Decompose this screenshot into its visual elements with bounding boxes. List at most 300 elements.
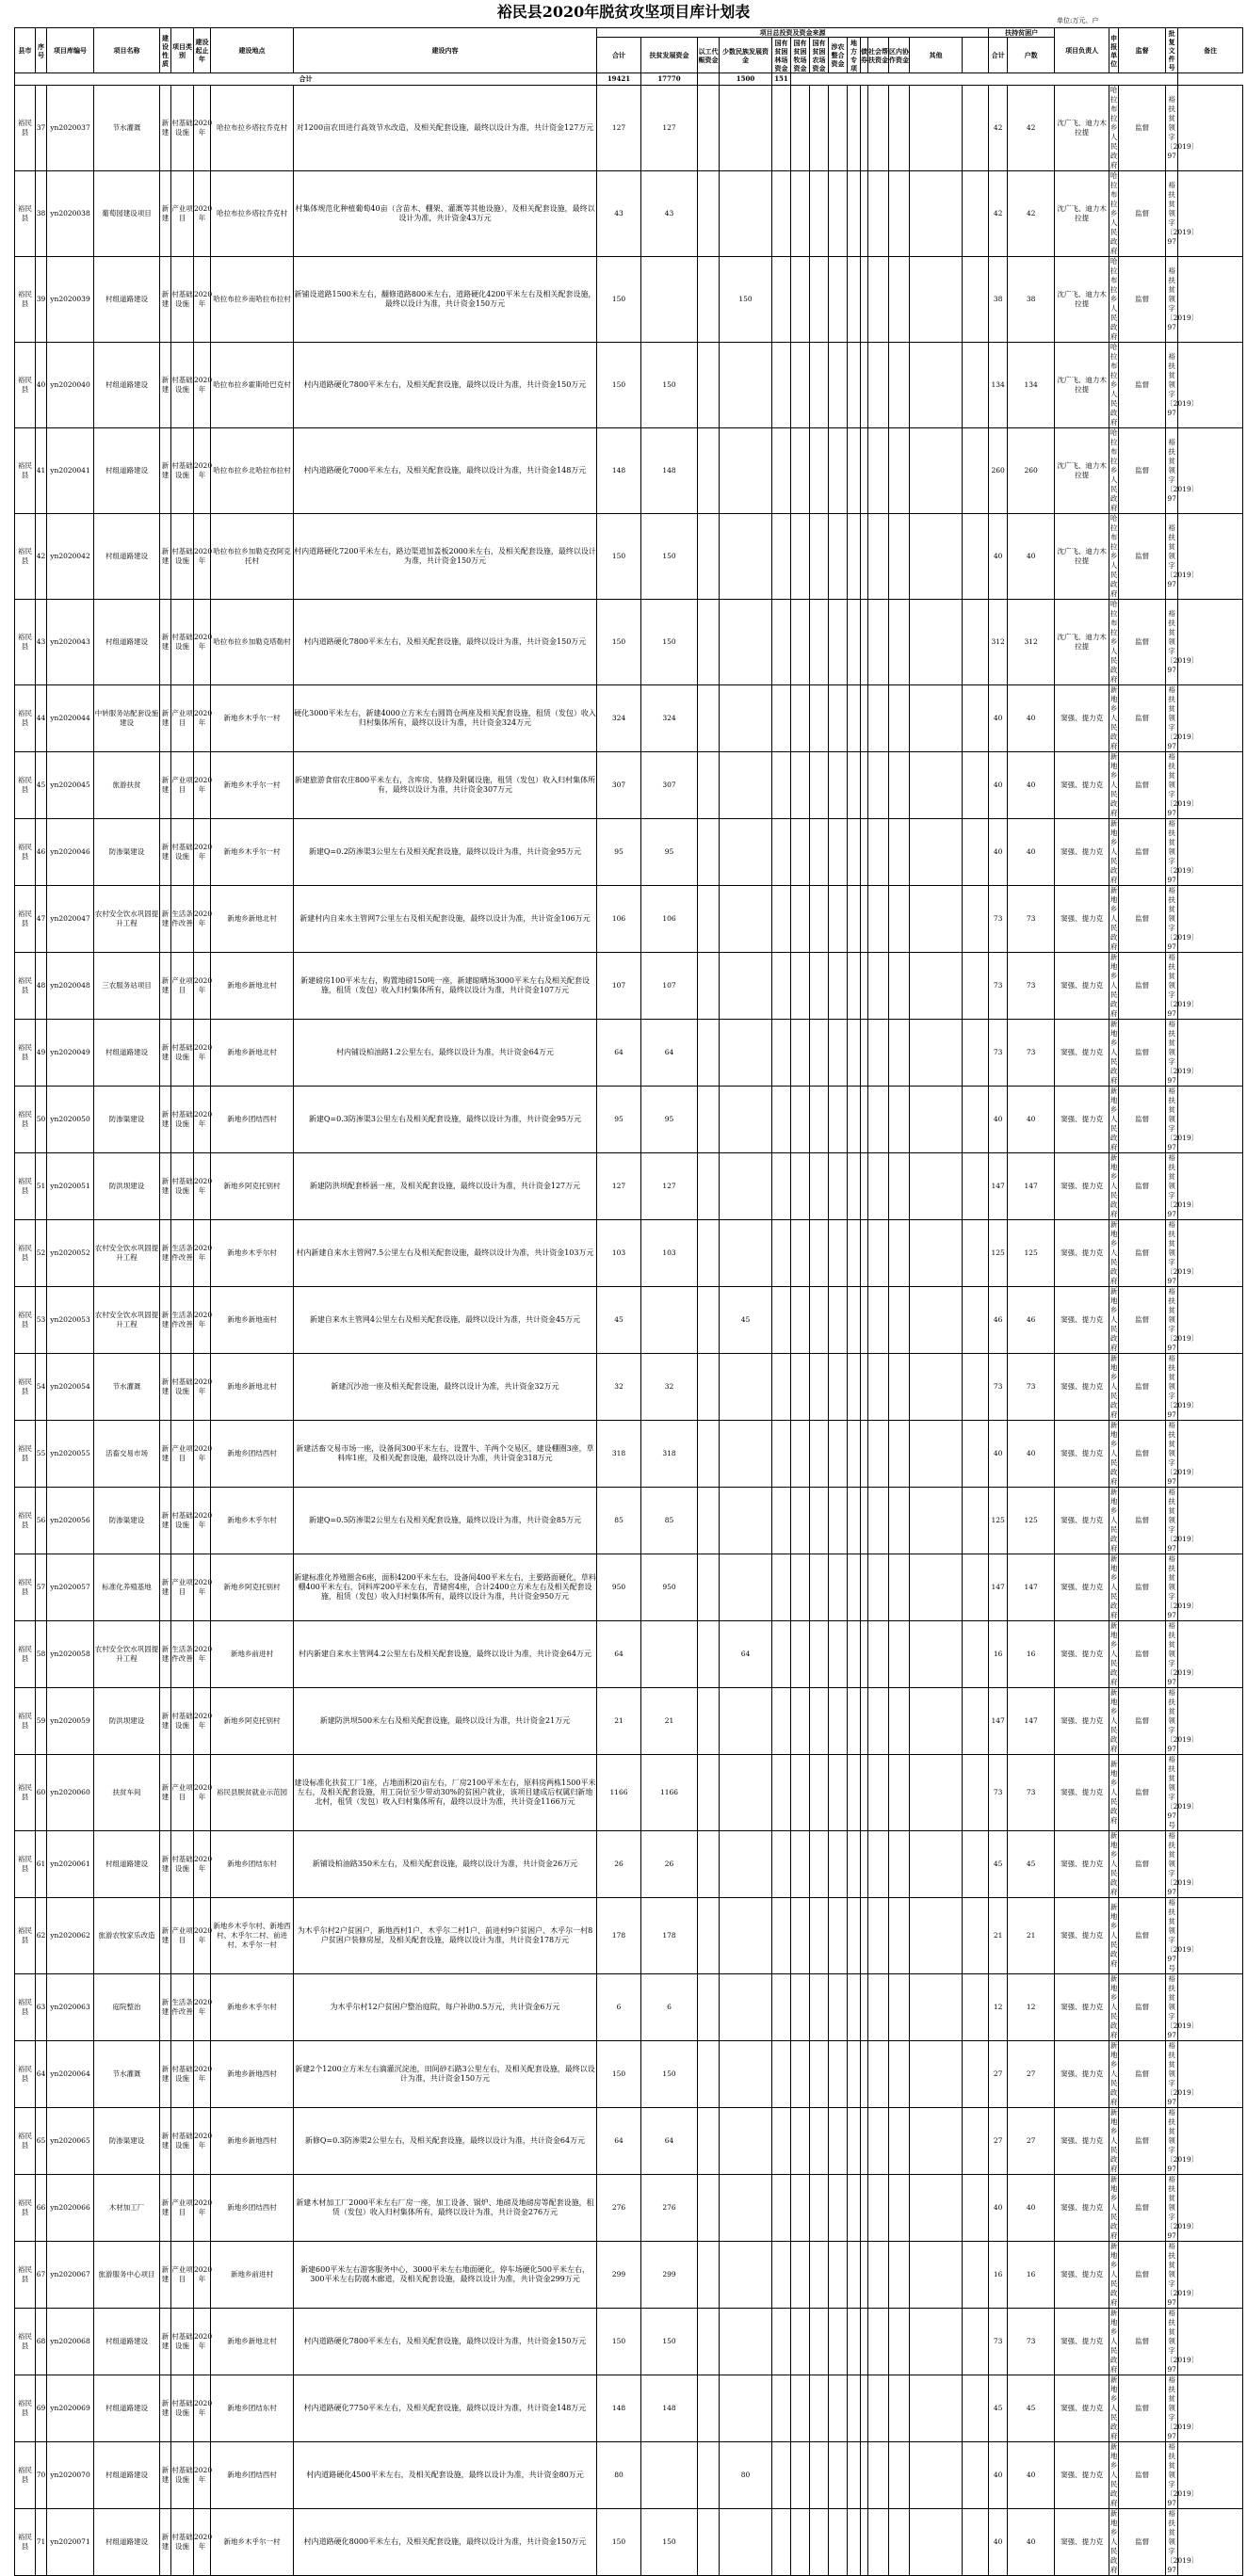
cell-agri <box>829 428 848 514</box>
cell-category: 村基础设施 <box>171 428 194 514</box>
cell-unit: 新地乡人民政府 <box>1109 685 1118 750</box>
cell-content: 村内道路硬化7000平米左右，及相关配套设施，最终以设计为准，共计资金148万元 <box>294 428 597 514</box>
cell-poverty-fund <box>641 257 698 343</box>
col-hh-count: 户数 <box>1008 38 1055 73</box>
cell-year: 2020年 <box>194 2175 211 2242</box>
cell-blank <box>963 1688 989 1755</box>
cell-forest <box>772 2175 791 2242</box>
cell-seq: 66 <box>36 2175 47 2242</box>
cell-supervise: 监督 <box>1119 428 1166 514</box>
cell-forest <box>772 1554 791 1621</box>
cell-bond <box>861 819 868 886</box>
cell-code: yn2020048 <box>47 953 94 1020</box>
cell-social <box>868 1898 889 1974</box>
cell-work-relief <box>698 2309 720 2375</box>
cell-agri <box>829 1220 848 1287</box>
cell-total: 26 <box>597 1831 641 1898</box>
cell-category: 村基础设施 <box>171 1831 194 1898</box>
cell-farm <box>791 1287 810 1354</box>
cell-unit: 新地乡人民政府 <box>1109 819 1118 884</box>
cell-approval: 裕扶贫领字〔2019〕97 <box>1166 819 1199 884</box>
cell-content: 新建2个1200立方米左右滴灌沉淀池，田间砂石路3公里左右，及相关配套设施，最终以设计为准，共计资金150万元 <box>294 2041 597 2108</box>
cell-leader: 窦强、提力克 <box>1055 1220 1109 1287</box>
cell-year: 2020年 <box>194 1421 211 1488</box>
cell-agri <box>829 685 848 752</box>
cell-category: 村基础设施 <box>171 2041 194 2108</box>
cell-bond <box>861 600 868 685</box>
cell-poverty-fund: 95 <box>641 1087 698 1153</box>
sum-poverty-fund: 17770 <box>641 73 698 86</box>
cell-hh-total: 40 <box>989 819 1008 886</box>
cell-minority: 45 <box>720 1287 772 1354</box>
cell-agri <box>829 886 848 953</box>
cell-supervise: 监督 <box>1119 1621 1166 1688</box>
cell-bond <box>861 1621 868 1688</box>
cell-work-relief <box>698 1621 720 1688</box>
cell-supervise: 监督 <box>1119 1974 1166 2041</box>
table-row <box>15 1087 1243 1153</box>
cell-blank <box>963 819 989 886</box>
cell-agri <box>829 1554 848 1621</box>
cell-other <box>910 2242 963 2309</box>
cell-county: 裕民县 <box>15 1220 36 1287</box>
cell-farm <box>791 819 810 886</box>
cell-nature: 新建 <box>160 1688 171 1755</box>
cell-category: 生活条件改善 <box>171 1287 194 1354</box>
cell-farm <box>791 1421 810 1488</box>
cell-place: 哈拉布拉乡塔拉乔克村 <box>211 171 294 257</box>
cell-nature: 新建 <box>160 1554 171 1621</box>
cell-work-relief <box>698 1287 720 1354</box>
cell-hh-total: 134 <box>989 343 1008 428</box>
cell-social <box>868 1755 889 1831</box>
cell-county: 裕民县 <box>15 685 36 752</box>
cell-content: 新建村内自来水主管网7公里左右及相关配套设施，最终以设计为准，共计资金106万元 <box>294 886 597 953</box>
cell-bond <box>861 2309 868 2375</box>
cell-nature: 新建 <box>160 600 171 685</box>
cell-agri <box>829 1488 848 1554</box>
cell-year: 2020年 <box>194 1087 211 1153</box>
cell-county: 裕民县 <box>15 819 36 886</box>
cell-seq: 39 <box>36 257 47 343</box>
cell-content: 村内道路硬化8000平米左右，及相关配套设施，最终以设计为准，共计资金150万元 <box>294 2509 597 2576</box>
cell-county: 裕民县 <box>15 2175 36 2242</box>
cell-local-bond <box>848 819 861 886</box>
sum-row <box>15 73 1243 86</box>
cell-minority <box>720 1755 772 1831</box>
cell-year: 2020年 <box>194 2242 211 2309</box>
cell-farm <box>791 1020 810 1087</box>
cell-code: yn2020058 <box>47 1621 94 1688</box>
cell-place: 新地乡阿克托别村 <box>211 1554 294 1621</box>
cell-coop <box>889 2442 910 2509</box>
cell-year: 2020年 <box>194 2509 211 2576</box>
col-social: 社会帮扶资金 <box>868 38 889 73</box>
cell-content: 村内道路硬化7800平米左右，及相关配套设施，最终以设计为准，共计资金150万元 <box>294 2309 597 2375</box>
cell-state-farm <box>810 514 829 600</box>
cell-forest <box>772 752 791 819</box>
project-table <box>14 27 1243 2576</box>
cell-local-bond <box>848 953 861 1020</box>
cell-name: 旅游服务中心项目 <box>94 2242 160 2309</box>
cell-farm <box>791 1554 810 1621</box>
cell-seq: 41 <box>36 428 47 514</box>
cell-coop <box>889 1831 910 1898</box>
cell-hh-count: 73 <box>1008 1020 1055 1087</box>
cell-unit: 哈拉布拉乡人民政府 <box>1109 514 1118 598</box>
cell-hh-total: 40 <box>989 1087 1008 1153</box>
cell-social <box>868 819 889 886</box>
cell-social <box>868 1831 889 1898</box>
cell-code: yn2020050 <box>47 1087 94 1153</box>
cell-category: 产业项目 <box>171 171 194 257</box>
cell-approval: 裕扶贫领字〔2019〕97 <box>1166 171 1178 257</box>
cell-code: yn2020060 <box>47 1755 94 1831</box>
cell-coop <box>889 1153 910 1220</box>
cell-nature: 新建 <box>160 1898 171 1974</box>
cell-name: 防洪坝建设 <box>94 1153 160 1220</box>
cell-name: 葡萄园建设项目 <box>94 171 160 257</box>
cell-agri <box>829 1354 848 1421</box>
cell-remark <box>1178 1087 1243 1153</box>
cell-category: 村基础设施 <box>171 2509 194 2576</box>
cell-other <box>910 1287 963 1354</box>
cell-state-farm <box>810 600 829 685</box>
cell-total: 150 <box>597 343 641 428</box>
cell-content: 新建防洪坝500米左右及相关配套设施，最终以设计为准，共计资金21万元 <box>294 1688 597 1755</box>
cell-forest <box>772 1898 791 1974</box>
cell-hh-count: 125 <box>1008 1488 1055 1554</box>
cell-forest <box>772 886 791 953</box>
cell-nature: 新建 <box>160 343 171 428</box>
cell-year: 2020年 <box>194 86 211 171</box>
cell-blank <box>963 86 989 171</box>
cell-blank <box>963 1898 989 1974</box>
cell-other <box>910 2509 963 2576</box>
cell-other <box>910 2442 963 2509</box>
cell-county: 裕民县 <box>15 1287 36 1354</box>
cell-name: 木材加工厂 <box>94 2175 160 2242</box>
cell-forest <box>772 1020 791 1087</box>
col-total: 合计 <box>597 38 641 73</box>
cell-code: yn2020068 <box>47 2309 94 2375</box>
table-row <box>15 1354 1243 1421</box>
cell-seq: 56 <box>36 1488 47 1554</box>
cell-unit: 新地乡人民政府 <box>1109 2242 1118 2307</box>
cell-forest <box>772 1354 791 1421</box>
cell-content: 村集体规范化种植葡萄40亩（含苗木、棚架、灌溉等其他设施），及相关配套设施，最终以设计为准，共计资金43万元 <box>294 171 597 257</box>
cell-work-relief <box>698 886 720 953</box>
cell-county: 裕民县 <box>15 1755 36 1831</box>
cell-minority <box>720 1153 772 1220</box>
cell-nature: 新建 <box>160 257 171 343</box>
cell-poverty-fund: 64 <box>641 2108 698 2175</box>
cell-unit: 新地乡人民政府 <box>1109 2442 1118 2507</box>
cell-seq: 53 <box>36 1287 47 1354</box>
cell-name: 节水灌溉 <box>94 2041 160 2108</box>
cell-local-bond <box>848 1220 861 1287</box>
cell-poverty-fund: 103 <box>641 1220 698 1287</box>
cell-category: 产业项目 <box>171 1554 194 1621</box>
cell-state-farm <box>810 2041 829 2108</box>
cell-remark <box>1178 1220 1243 1287</box>
cell-county: 裕民县 <box>15 953 36 1020</box>
cell-hh-total: 40 <box>989 2442 1008 2509</box>
cell-leader: 沈广飞、迪力木拉提 <box>1055 86 1109 171</box>
cell-hh-count: 73 <box>1008 886 1055 953</box>
cell-unit: 新地乡人民政府 <box>1109 1554 1118 1619</box>
cell-hh-count: 16 <box>1008 2242 1055 2309</box>
cell-blank <box>963 2442 989 2509</box>
cell-county: 裕民县 <box>15 514 36 600</box>
cell-state-farm <box>810 685 829 752</box>
cell-hh-total: 73 <box>989 1354 1008 1421</box>
cell-code: yn2020053 <box>47 1287 94 1354</box>
cell-bond <box>861 1898 868 1974</box>
table-row <box>15 2509 1243 2576</box>
cell-category: 村基础设施 <box>171 1153 194 1220</box>
cell-year: 2020年 <box>194 1287 211 1354</box>
cell-supervise: 监督 <box>1119 171 1166 257</box>
cell-content: 新建旅游食宿农庄800平米左右，含库房、装修及附属设施，租赁（发包）收入归村集体所有，最终以设计为准，共计资金307万元 <box>294 752 597 819</box>
cell-coop <box>889 1421 910 1488</box>
cell-coop <box>889 514 910 600</box>
cell-total: 32 <box>597 1354 641 1421</box>
cell-work-relief <box>698 1554 720 1621</box>
cell-work-relief <box>698 1755 720 1831</box>
table-row <box>15 685 1243 752</box>
cell-county: 裕民县 <box>15 171 36 257</box>
cell-name: 防渗渠建设 <box>94 1488 160 1554</box>
cell-blank <box>963 1755 989 1831</box>
cell-local-bond <box>848 1688 861 1755</box>
cell-remark <box>1178 257 1243 343</box>
cell-social <box>868 1220 889 1287</box>
cell-supervise: 监督 <box>1119 1898 1166 1974</box>
cell-hh-count: 21 <box>1008 1898 1055 1974</box>
cell-total: 1166 <box>597 1755 641 1831</box>
cell-minority <box>720 514 772 600</box>
cell-local-bond <box>848 2108 861 2175</box>
cell-farm <box>791 600 810 685</box>
cell-content: 对1200亩农田进行高效节水改造，及相关配套设施，最终以设计为准，共计资金127万元 <box>294 86 597 171</box>
cell-category: 产业项目 <box>171 1755 194 1831</box>
cell-code: yn2020065 <box>47 2108 94 2175</box>
cell-year: 2020年 <box>194 2442 211 2509</box>
cell-social <box>868 600 889 685</box>
cell-total: 95 <box>597 1087 641 1153</box>
cell-seq: 64 <box>36 2041 47 2108</box>
cell-other <box>910 2175 963 2242</box>
cell-remark <box>1178 953 1243 1020</box>
cell-supervise: 监督 <box>1119 2509 1166 2576</box>
cell-remark <box>1178 2041 1243 2108</box>
cell-remark <box>1178 1488 1243 1554</box>
cell-leader: 沈广飞、迪力木拉提 <box>1055 600 1109 685</box>
cell-farm <box>791 1831 810 1898</box>
cell-seq: 44 <box>36 685 47 752</box>
cell-hh-total: 40 <box>989 1421 1008 1488</box>
cell-minority <box>720 819 772 886</box>
col-county: 县市 <box>15 28 36 73</box>
cell-unit: 新地乡人民政府 <box>1109 1488 1118 1553</box>
cell-local-bond <box>848 343 861 428</box>
cell-total: 103 <box>597 1220 641 1287</box>
cell-nature: 新建 <box>160 2175 171 2242</box>
cell-leader: 窦强、提力克 <box>1055 1488 1109 1554</box>
cell-social <box>868 1488 889 1554</box>
cell-state-farm <box>810 2509 829 2576</box>
cell-remark <box>1178 1554 1243 1621</box>
cell-seq: 46 <box>36 819 47 886</box>
cell-forest <box>772 257 791 343</box>
cell-unit: 哈拉布拉乡人民政府 <box>1109 257 1118 341</box>
cell-hh-total: 73 <box>989 2309 1008 2375</box>
cell-leader: 窦强、提力克 <box>1055 1087 1109 1153</box>
cell-hh-count: 147 <box>1008 1688 1055 1755</box>
cell-content: 新建防洪坝配套桥涵一座，及相关配套设施，最终以设计为准，共计资金127万元 <box>294 1153 597 1220</box>
cell-name: 活畜交易市场 <box>94 1421 160 1488</box>
cell-hh-total: 27 <box>989 2108 1008 2175</box>
cell-hh-count: 40 <box>1008 2175 1055 2242</box>
cell-blank <box>963 2309 989 2375</box>
cell-social <box>868 1287 889 1354</box>
cell-name: 防渗渠建设 <box>94 2108 160 2175</box>
cell-blank <box>963 1831 989 1898</box>
cell-place: 新地乡木乎尔村、新地西村、木乎尔二村、前进村、木乎尔一村 <box>211 1898 294 1974</box>
cell-leader: 窦强、提力克 <box>1055 1354 1109 1421</box>
col-bond: 债券 <box>861 38 868 73</box>
cell-county: 裕民县 <box>15 1020 36 1087</box>
cell-work-relief <box>698 514 720 600</box>
cell-content: 新建磅房100平米左右，购置地磅150吨一座，新建晾晒场3000平米左右及相关配套设施，租赁（发包）收入归村集体所有，最终以设计为准，共计资金107万元 <box>294 953 597 1020</box>
cell-hh-total: 125 <box>989 1488 1008 1554</box>
cell-hh-count: 27 <box>1008 2108 1055 2175</box>
cell-approval: 裕扶贫领字〔2019〕97 <box>1166 1220 1199 1285</box>
cell-approval: 裕扶贫领字〔2019〕97 <box>1166 1087 1199 1151</box>
cell-hh-total: 27 <box>989 2041 1008 2108</box>
col-hh-total: 合计 <box>989 38 1008 73</box>
cell-state-farm <box>810 1220 829 1287</box>
cell-seq: 62 <box>36 1898 47 1974</box>
sum-minority: 1500 <box>720 73 772 86</box>
cell-total: 150 <box>597 257 641 343</box>
col-supervise: 监督 <box>1119 28 1166 73</box>
cell-name: 扶贫车间 <box>94 1755 160 1831</box>
cell-hh-count: 42 <box>1008 171 1055 257</box>
cell-approval: 裕扶贫领字〔2019〕97 <box>1166 428 1178 514</box>
cell-unit: 新地乡人民政府 <box>1109 1831 1118 1896</box>
cell-remark <box>1178 343 1243 428</box>
cell-bond <box>861 1688 868 1755</box>
cell-poverty-fund: 85 <box>641 1488 698 1554</box>
cell-poverty-fund <box>641 1287 698 1354</box>
cell-hh-count: 27 <box>1008 2041 1055 2108</box>
cell-code: yn2020056 <box>47 1488 94 1554</box>
cell-name: 旅游农牧家乐改造 <box>94 1898 160 1974</box>
cell-forest <box>772 2041 791 2108</box>
table-row <box>15 1287 1243 1354</box>
cell-minority <box>720 2175 772 2242</box>
cell-work-relief <box>698 86 720 171</box>
cell-place: 哈拉布拉乡加勒克塔勒村 <box>211 600 294 685</box>
cell-approval: 裕扶贫领字〔2019〕97号 <box>1166 1755 1199 1829</box>
cell-hh-count: 147 <box>1008 1554 1055 1621</box>
cell-year: 2020年 <box>194 752 211 819</box>
cell-unit: 新地乡人民政府 <box>1109 1755 1119 1831</box>
cell-place: 新地乡新地北村 <box>211 953 294 1020</box>
cell-local-bond <box>848 1898 861 1974</box>
cell-leader: 窦强、提力克 <box>1055 2108 1109 2175</box>
cell-place: 新地乡木乎尔一村 <box>211 2509 294 2576</box>
cell-local-bond <box>848 428 861 514</box>
cell-total: 178 <box>597 1898 641 1974</box>
cell-hh-total: 12 <box>989 1974 1008 2041</box>
cell-remark <box>1178 1354 1243 1421</box>
cell-farm <box>791 1974 810 2041</box>
cell-hh-total: 16 <box>989 2242 1008 2309</box>
table-row <box>15 1421 1243 1488</box>
cell-total: 21 <box>597 1688 641 1755</box>
cell-approval: 裕扶贫领字〔2019〕97 <box>1166 1621 1199 1686</box>
cell-total: 150 <box>597 600 641 685</box>
cell-local-bond <box>848 1421 861 1488</box>
cell-total: 150 <box>597 2309 641 2375</box>
col-local-bond: 地方专项 <box>848 38 861 73</box>
cell-social <box>868 1974 889 2041</box>
cell-leader: 窦强、提力克 <box>1055 819 1109 886</box>
cell-category: 村基础设施 <box>171 1688 194 1755</box>
cell-other <box>910 1974 963 2041</box>
cell-social <box>868 886 889 953</box>
cell-category: 村基础设施 <box>171 1020 194 1087</box>
cell-forest <box>772 600 791 685</box>
cell-supervise: 监督 <box>1119 2309 1166 2375</box>
cell-county: 裕民县 <box>15 1421 36 1488</box>
cell-year: 2020年 <box>194 1220 211 1287</box>
cell-category: 村基础设施 <box>171 514 194 600</box>
cell-leader: 窦强、提力克 <box>1055 2509 1109 2576</box>
cell-nature: 新建 <box>160 1354 171 1421</box>
cell-unit: 新地乡人民政府 <box>1109 1220 1118 1285</box>
cell-name: 村组道路建设 <box>94 514 160 600</box>
cell-poverty-fund: 318 <box>641 1421 698 1488</box>
cell-approval: 裕扶贫领字〔2019〕97 <box>1166 2041 1199 2106</box>
cell-place: 裕民县脱贫就业示范园 <box>211 1755 294 1831</box>
cell-remark <box>1178 2175 1243 2242</box>
cell-other <box>910 2108 963 2175</box>
cell-other <box>910 1554 963 1621</box>
cell-poverty-fund: 150 <box>641 2041 698 2108</box>
cell-category: 村基础设施 <box>171 819 194 886</box>
cell-approval: 裕扶贫领字〔2019〕97 <box>1166 1488 1199 1553</box>
table-row <box>15 1488 1243 1554</box>
cell-hh-total: 21 <box>989 1898 1008 1974</box>
cell-leader: 沈广飞、迪力木拉提 <box>1055 257 1109 343</box>
cell-work-relief <box>698 1898 720 1974</box>
cell-total: 45 <box>597 1287 641 1354</box>
cell-county: 裕民县 <box>15 2375 36 2442</box>
cell-place: 新地乡团结西村 <box>211 1421 294 1488</box>
cell-nature: 新建 <box>160 1220 171 1287</box>
col-name: 项目名称 <box>94 28 160 73</box>
cell-county: 裕民县 <box>15 600 36 685</box>
cell-agri <box>829 2175 848 2242</box>
table-row <box>15 1220 1243 1287</box>
cell-blank <box>963 886 989 953</box>
cell-work-relief <box>698 2375 720 2442</box>
cell-hh-total: 38 <box>989 257 1008 343</box>
